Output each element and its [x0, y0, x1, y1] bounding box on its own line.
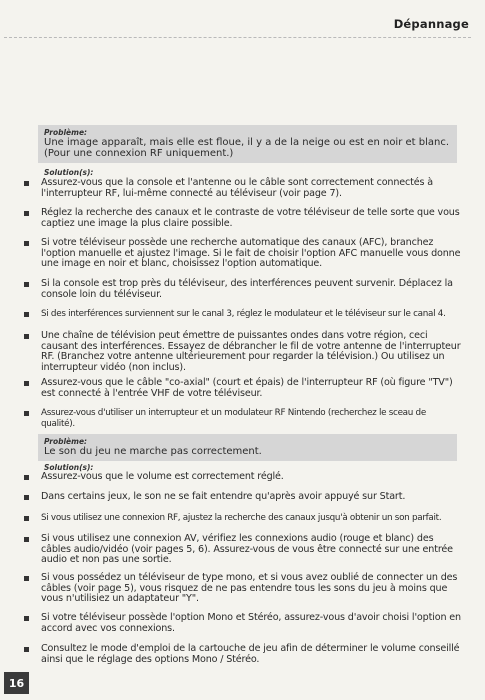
list-item	[24, 534, 461, 566]
list-item-text: Si la console est trop près du téléviseur, des interférences peuvent survenir. Déplacez la console loin du téléviseur.	[41, 278, 453, 300]
list-item	[24, 178, 461, 199]
list-item	[24, 644, 461, 665]
list-item-text: Réglez la recherche des canaux et le contraste de votre téléviseur de telle sorte que vous captiez une image la plus claire possible.	[41, 207, 460, 229]
list-item	[24, 573, 461, 605]
list-item-text: Consultez le mode d'emploi de la cartouche de jeu afin de déterminer le volume conseillé ainsi que le réglage des options Mono / Stéréo.	[41, 643, 460, 665]
page-title: Dépannage	[393, 17, 469, 31]
list-item	[24, 331, 461, 373]
bullet-icon	[24, 537, 29, 542]
bullet-icon	[24, 495, 29, 500]
list-item	[24, 208, 461, 229]
problem-box-2	[38, 434, 457, 461]
bullet-icon	[24, 381, 29, 386]
page-number: 16	[4, 672, 29, 694]
bullet-icon	[24, 282, 29, 287]
solution-label: Solution(s):	[44, 463, 94, 472]
list-item	[24, 378, 461, 399]
problem-label: Problème:	[44, 128, 88, 137]
list-item	[24, 472, 461, 483]
bullet-icon	[24, 647, 29, 652]
problem-label: Problème:	[44, 437, 88, 446]
bullet-icon	[24, 211, 29, 216]
bullet-icon	[24, 334, 29, 339]
list-item-text: Si vous utilisez une connexion AV, vérifiez les connexions audio (rouge et blanc) des câbles audio/vidéo (voir pages 5, 6). Assurez-vous de vous être connecté sur une entrée audio et non pas une sortie.	[41, 533, 453, 566]
list-item-text: Une chaîne de télévision peut émettre de puissantes ondes dans votre région, ceci causant des interférences. Essayez de débrancher le fil de votre antenne de l'interrupteur RF. (Branchez votre antenne ultérieurement pour regarder la télévision.) Ou utilisez un interrupteur vidéo (non inclus).	[41, 330, 461, 373]
bullet-icon	[24, 516, 29, 521]
list-item	[24, 279, 461, 300]
header-divider	[4, 37, 471, 38]
list-item-text: Si votre téléviseur possède une recherche automatique des canaux (AFC), branchez l'option manuelle et ajustez l'image. Si le fait de choisir l'option AFC manuelle vous donne une image en noir et blanc, choisissez l'option automatique.	[41, 237, 461, 270]
list-item-text: Assurez-vous que la console et l'antenne ou le câble sont correctement connectés à l'interrupteur RF, lui-même connecté au téléviseur (voir page 7).	[41, 177, 434, 199]
bullet-icon	[24, 616, 29, 621]
list-item-text: Si vous utilisez une connexion RF, ajustez la recherche des canaux jusqu'à obtenir un son parfait.	[41, 513, 442, 523]
bullet-icon	[24, 241, 29, 246]
bullet-icon	[24, 181, 29, 186]
bullet-icon	[24, 411, 29, 416]
problem-text: Une image apparaît, mais elle est floue, il y a de la neige ou est en noir et blanc. (Pour une connexion RF uniquement.)	[44, 137, 450, 159]
list-item	[24, 408, 461, 429]
list-item	[24, 238, 461, 270]
list-item-text: Si des interférences surviennent sur le canal 3, réglez le modulateur et le téléviseur sur le canal 4.	[41, 309, 446, 319]
problem-box-1	[38, 125, 457, 163]
list-item-text: Dans certains jeux, le son ne se fait entendre qu'après avoir appuyé sur Start.	[41, 491, 406, 502]
list-item-text: Si votre téléviseur possède l'option Mono et Stéréo, assurez-vous d'avoir choisi l'option en accord avec vos connexions.	[41, 612, 461, 634]
bullet-icon	[24, 475, 29, 480]
bullet-icon	[24, 312, 29, 317]
list-item-text: Assurez-vous que le volume est correctement réglé.	[41, 471, 284, 482]
list-item	[24, 513, 461, 524]
list-item	[24, 492, 461, 503]
bullet-icon	[24, 576, 29, 581]
list-item-text: Assurez-vous d'utiliser un interrupteur et un modulateur RF Nintendo (recherchez le sceau de qualité).	[41, 408, 426, 429]
list-item	[24, 613, 461, 634]
solution-label: Solution(s):	[44, 168, 94, 177]
problem-text: Le son du jeu ne marche pas correctement.	[44, 446, 262, 457]
list-item-text: Si vous possédez un téléviseur de type mono, et si vous avez oublié de connecter un des câbles (voir page 5), vous risquez de ne pas entendre tous les sons du jeu à moins que vous n'utilisiez un adaptateur "Y".	[41, 572, 458, 605]
list-item	[24, 309, 461, 320]
list-item-text: Assurez-vous que le câble "co-axial" (court et épais) de l'interrupteur RF (où figure "TV") est connecté à l'entrée VHF de votre téléviseur.	[41, 377, 453, 399]
